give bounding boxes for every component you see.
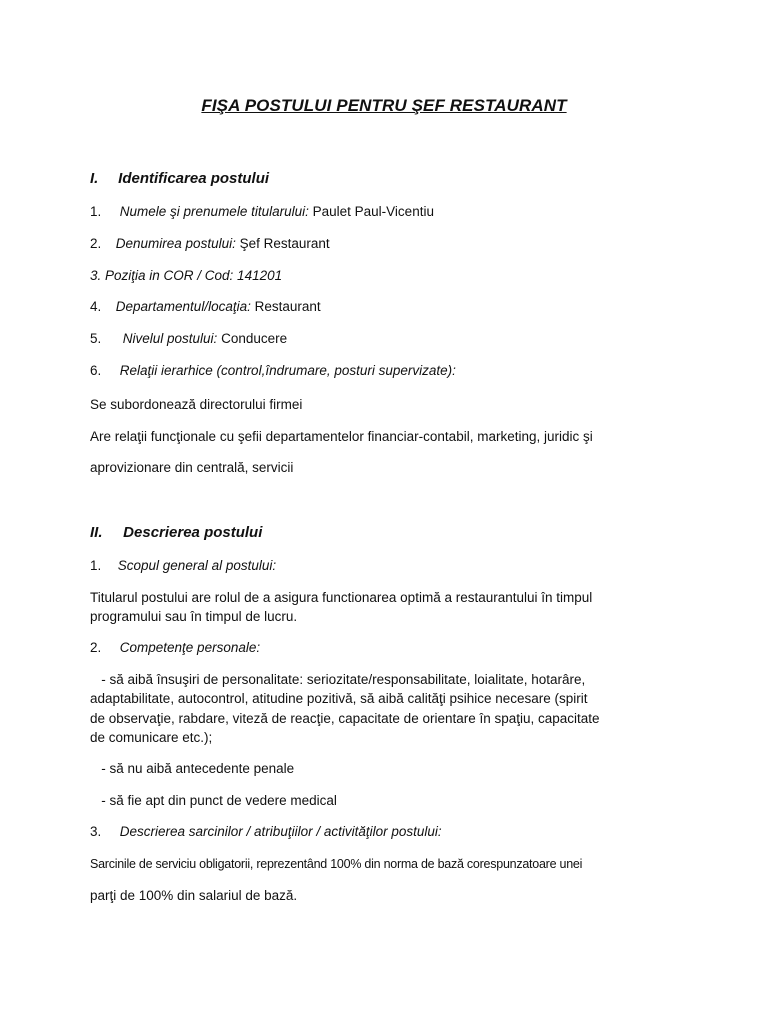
medical-text: - să fie apt din punct de vedere medical: [90, 793, 337, 808]
relations-text-line-1: Are relaţii funcţionale cu şefii departamentelor financiar-contabil, marketing, juridic şi: [90, 429, 593, 444]
item-number: 4.: [90, 299, 102, 314]
competence-text-line-1: - să aibă însuşiri de personalitate: seriozitate/responsabilitate, loialitate, hotarâre,: [90, 672, 586, 687]
section-title: Descrierea postului: [123, 524, 263, 541]
subordination-text: Se subordonează directorului firmei: [90, 397, 303, 412]
section-heading-descriere: [90, 523, 262, 543]
competence-text-line-4: de comunicare etc.);: [90, 730, 213, 745]
item-value: Restaurant: [254, 299, 321, 314]
item-number: 5.: [90, 331, 102, 346]
item-label: Relaţii ierarhice (control,îndrumare, posturi supervizate):: [119, 363, 456, 378]
item-relatii-ierarhice: [90, 361, 456, 381]
item-number: 6.: [90, 363, 102, 378]
item-nivel-post: [90, 329, 287, 349]
section-heading-identificare: [90, 169, 269, 189]
item-value: Şef Restaurant: [239, 236, 330, 251]
criminal-record-text: - să nu aibă antecedente penale: [90, 761, 295, 776]
item-scop-general: [90, 556, 276, 576]
item-label: Numele şi prenumele titularului:: [119, 204, 309, 219]
item-label: Departamentul/locaţia:: [115, 299, 251, 314]
item-descriere-sarcini: [90, 822, 442, 842]
document-title: FIŞA POSTULUI PENTRU ŞEF RESTAURANT: [201, 96, 567, 115]
item-label: Scopul general al postului:: [117, 558, 277, 573]
item-nume-prenume: [90, 202, 434, 222]
item-pozitie-cor: [90, 266, 282, 286]
tasks-text-line-2: parţi de 100% din salariul de bază.: [90, 888, 298, 903]
item-value: Paulet Paul-Vicentiu: [312, 204, 434, 219]
competence-text-line-3: de observaţie, rabdare, viteză de reacţie, capacitate de orientare în spaţiu, capacitate: [90, 711, 600, 726]
item-denumire-post: [90, 234, 330, 254]
section-title: Identificarea postului: [118, 170, 270, 187]
item-number: 2.: [90, 236, 102, 251]
item-label: Nivelul postului:: [122, 331, 218, 346]
item-departament: [90, 297, 321, 317]
section-number: II.: [90, 524, 103, 541]
item-number: 3.: [90, 824, 102, 839]
tasks-text-line-1: Sarcinile de serviciu obligatorii, reprezentând 100% din norma de bază corespunzatoare unei: [90, 857, 583, 871]
section-number: I.: [90, 170, 99, 187]
item-value: Conducere: [221, 331, 288, 346]
item-label: Denumirea postului:: [115, 236, 236, 251]
item-number: 1.: [90, 558, 102, 573]
scope-text-line-1: Titularul postului are rolul de a asigura functionarea optimă a restaurantului în timpul: [90, 590, 593, 605]
scope-text-line-2: programului sau în timpul de lucru.: [90, 609, 298, 624]
item-competente: [90, 638, 260, 658]
item-label: Descrierea sarcinilor / atribuţiilor / activităţilor postului:: [119, 824, 442, 839]
item-label: Competenţe personale:: [119, 640, 261, 655]
item-label: 3. Poziţia in COR / Cod: 141201: [90, 268, 283, 283]
relations-text-line-2: aprovizionare din centrală, servicii: [90, 460, 294, 475]
competence-text-line-2: adaptabilitate, autocontrol, atitudine pozitivă, să aibă calităţi psihice necesare (spirit: [90, 691, 588, 706]
item-number: 2.: [90, 640, 102, 655]
item-number: 1.: [90, 204, 102, 219]
